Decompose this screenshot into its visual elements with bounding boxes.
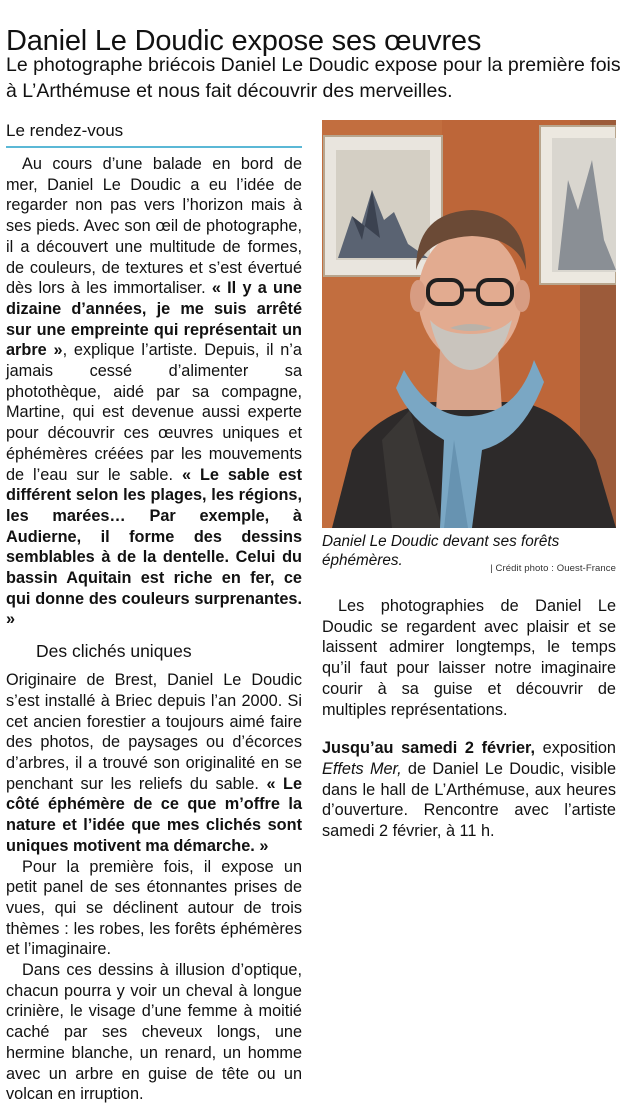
quote-3: « Le côté éphémère de ce que m’offre la nature et l’idée que mes clichés sont uniques motivent ma démarche. » [6,774,302,855]
section-title: Le rendez-vous [6,120,302,148]
quote-1: « Il y a une dizaine d’années, je me suis arrêté sur une empreinte qui représentait un arbre » [6,279,302,360]
photo-credit: | Crédit photo : Ouest-France [490,563,616,574]
article-title: Daniel Le Doudic expose ses œuvres [6,25,482,58]
quote-2: « Le sable est différent selon les plages, les régions, les marées… Par exemple, à Audierne, il forme des dessins semblables à de la dentelle. Celui du bassin Aquitain est riche en fer, ce qui donne des couleurs surprenantes. » [6,465,303,629]
paragraph-3: Pour la première fois, il expose un petit panel de ses étonnantes prises de vues, qui se déclinent autour de trois thèmes : les robes, les forêts éphémères et l’imaginaire. [6,857,302,959]
portrait-illustration [322,120,616,528]
paragraph-2: Originaire de Brest, Daniel Le Doudic s’est installé à Briec depuis l’an 2000. Si cet ancien forestier a toujours aimé faire des photos, de paysages ou d’écorces d’arbres, il a trouvé son originalité en se penchant sur les reliefs du sable. « Le côté éphémère de ce que m’offre la nature et l’idée que mes clichés sont uniques motivent ma démarche. » [6,671,302,855]
left-column [6,120,302,1105]
right-column [322,596,616,842]
subheading: Des clichés uniques [36,641,192,662]
article-photo [322,120,616,528]
photo-caption: Daniel Le Doudic devant ses forêts éphémères. [322,533,560,569]
event-info: Jusqu’au samedi 2 février, exposition Effets Mer, de Daniel Le Doudic, visible dans le hall de L’Arthémuse, aux heures d’ouverture. Rencontre avec l’artiste samedi 2 février, à 11 h. [322,739,616,841]
paragraph-4: Dans ces dessins à illusion d’optique, chacun pourra y voir un cheval à longue crinière, le visage d’une femme à moitié caché par ses cheveux longs, une hermine blanche, un renard, un homme avec un arbre en guise de tête ou un volcan en irruption. [6,961,302,1104]
exhibition-name: Effets Mer, [322,759,402,778]
paragraph-5: Les photographies de Daniel Le Doudic se regardent avec plaisir et se laissent admirer longtemps, le temps qu’il faut pour laisser notre imaginaire courir à sa guise et découvrir de multiples représentations. [322,597,616,719]
event-date: Jusqu’au samedi 2 février, [322,739,536,758]
paragraph-1: Au cours d’une balade en bord de mer, Daniel Le Doudic a eu l’idée de regarder non pas vers l’horizon mais à ses pieds. Avec son œil de photographe, il a découvert une multitude de formes, de couleurs, de textures et s’est évertué dès lors à les immortaliser. « Il y a une dizaine d’années, je me suis arrêté sur une empreinte qui représentait un arbre », explique l’artiste. Depuis, il n’a jamais cessé d’alimenter sa photothèque, aidé par sa compagne, Martine, qui est devenue aussi experte pour découvrir ces œuvres uniques et éphémères créées par les mouvements de l’eau sur le sable. « Le sable est différent selon les plages, les régions, les marées… Par exemple, à Audierne, il forme des dessins semblables à de la dentelle. Celui du bassin Aquitain est riche en fer, ce qui donne des couleurs surprenantes. » [6,155,303,629]
article-lede: Le photographe briécois Daniel Le Doudic expose pour la première fois à L’Arthémuse et nous fait découvrir des merveilles. [6,54,621,102]
